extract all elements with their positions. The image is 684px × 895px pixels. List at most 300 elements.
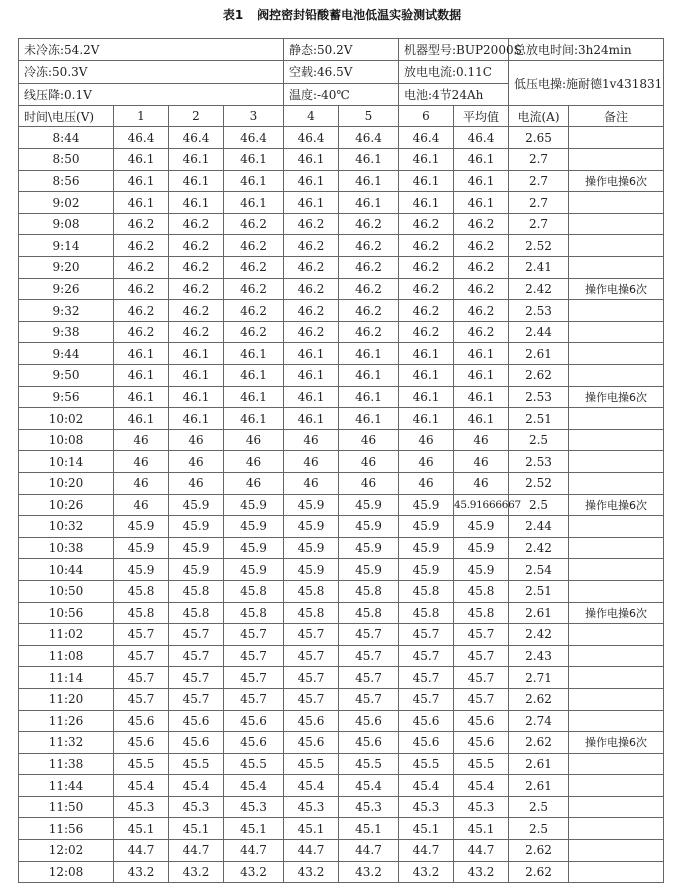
voltage-cell: 46.1 — [339, 408, 399, 430]
current-cell: 2.7 — [509, 170, 569, 192]
voltage-cell: 46.2 — [339, 321, 399, 343]
time-cell: 12:02 — [19, 840, 114, 862]
voltage-cell: 45.7 — [224, 624, 284, 646]
average-cell: 46 — [454, 451, 509, 473]
time-cell: 10:38 — [19, 537, 114, 559]
voltage-cell: 44.7 — [339, 840, 399, 862]
voltage-cell: 46.4 — [224, 127, 284, 149]
voltage-cell: 45.9 — [114, 516, 169, 538]
time-cell: 9:56 — [19, 386, 114, 408]
table-row — [19, 861, 664, 883]
voltage-cell: 46 — [339, 451, 399, 473]
voltage-cell: 46.1 — [169, 343, 224, 365]
voltage-cell: 43.2 — [339, 861, 399, 883]
voltage-cell: 46.2 — [284, 278, 339, 300]
current-cell: 2.62 — [509, 365, 569, 387]
note-cell — [569, 861, 664, 883]
table-row — [19, 365, 664, 387]
voltage-cell: 46.2 — [339, 278, 399, 300]
voltage-cell: 45.6 — [169, 710, 224, 732]
table-row — [19, 537, 664, 559]
voltage-cell: 45.5 — [399, 753, 454, 775]
time-cell: 11:20 — [19, 688, 114, 710]
voltage-cell: 45.9 — [339, 516, 399, 538]
voltage-cell: 45.7 — [339, 688, 399, 710]
voltage-cell: 46.2 — [284, 235, 339, 257]
voltage-cell: 46.1 — [284, 386, 339, 408]
time-cell: 12:08 — [19, 861, 114, 883]
voltage-cell: 46.2 — [114, 257, 169, 279]
voltage-cell: 45.7 — [224, 667, 284, 689]
average-cell: 46.1 — [454, 343, 509, 365]
table-row — [19, 602, 664, 624]
average-cell: 46.2 — [454, 321, 509, 343]
average-cell: 46.1 — [454, 170, 509, 192]
voltage-cell: 46.2 — [339, 257, 399, 279]
voltage-cell: 45.9 — [169, 494, 224, 516]
voltage-cell: 46.2 — [224, 235, 284, 257]
voltage-cell: 45.4 — [284, 775, 339, 797]
voltage-cell: 46.1 — [224, 343, 284, 365]
voltage-cell: 46.1 — [339, 365, 399, 387]
voltage-cell: 46.2 — [169, 235, 224, 257]
voltage-cell: 43.2 — [169, 861, 224, 883]
table-row — [19, 840, 664, 862]
voltage-cell: 46.2 — [339, 213, 399, 235]
voltage-cell: 46.2 — [114, 235, 169, 257]
voltage-cell: 45.5 — [339, 753, 399, 775]
voltage-cell: 45.9 — [169, 516, 224, 538]
column-header: 3 — [224, 105, 284, 127]
time-cell: 10:26 — [19, 494, 114, 516]
voltage-cell: 45.9 — [399, 537, 454, 559]
current-cell: 2.5 — [509, 796, 569, 818]
voltage-cell: 45.3 — [284, 796, 339, 818]
voltage-cell: 45.5 — [224, 753, 284, 775]
voltage-cell: 45.7 — [399, 688, 454, 710]
info-cell: 空载:46.5V — [284, 61, 399, 83]
voltage-cell: 44.7 — [399, 840, 454, 862]
voltage-cell: 46.1 — [399, 386, 454, 408]
average-cell: 46.2 — [454, 278, 509, 300]
voltage-cell: 45.7 — [169, 688, 224, 710]
time-cell: 8:50 — [19, 149, 114, 171]
voltage-cell: 45.6 — [339, 710, 399, 732]
average-cell: 45.7 — [454, 624, 509, 646]
voltage-cell: 46 — [399, 451, 454, 473]
voltage-cell: 46.1 — [284, 149, 339, 171]
voltage-cell: 45.3 — [339, 796, 399, 818]
voltage-cell: 46 — [284, 472, 339, 494]
voltage-cell: 45.7 — [284, 688, 339, 710]
voltage-cell: 46.2 — [284, 300, 339, 322]
table-header-row — [19, 105, 664, 127]
info-row — [19, 61, 664, 83]
table-row — [19, 343, 664, 365]
voltage-cell: 43.2 — [114, 861, 169, 883]
note-cell — [569, 257, 664, 279]
voltage-cell: 46 — [169, 429, 224, 451]
average-cell: 45.3 — [454, 796, 509, 818]
current-cell: 2.44 — [509, 321, 569, 343]
voltage-cell: 46.4 — [114, 127, 169, 149]
note-cell — [569, 775, 664, 797]
voltage-cell: 46.2 — [114, 213, 169, 235]
voltage-cell: 45.8 — [114, 602, 169, 624]
voltage-cell: 46.2 — [169, 213, 224, 235]
voltage-cell: 46 — [114, 494, 169, 516]
current-cell: 2.43 — [509, 645, 569, 667]
note-cell — [569, 645, 664, 667]
note-cell — [569, 516, 664, 538]
voltage-cell: 45.9 — [224, 559, 284, 581]
current-cell: 2.5 — [509, 818, 569, 840]
voltage-cell: 46 — [114, 472, 169, 494]
voltage-cell: 45.1 — [224, 818, 284, 840]
current-cell: 2.7 — [509, 149, 569, 171]
table-row — [19, 235, 664, 257]
note-cell — [569, 451, 664, 473]
table-row — [19, 300, 664, 322]
voltage-cell: 46.2 — [169, 300, 224, 322]
voltage-cell: 46.2 — [169, 257, 224, 279]
current-cell: 2.7 — [509, 192, 569, 214]
voltage-cell: 45.7 — [339, 624, 399, 646]
time-cell: 11:32 — [19, 732, 114, 754]
time-cell: 11:44 — [19, 775, 114, 797]
voltage-cell: 46 — [339, 429, 399, 451]
voltage-cell: 45.7 — [169, 645, 224, 667]
voltage-cell: 46.2 — [339, 235, 399, 257]
voltage-cell: 45.9 — [224, 516, 284, 538]
voltage-cell: 45.7 — [169, 667, 224, 689]
note-cell — [569, 840, 664, 862]
table-row — [19, 386, 664, 408]
voltage-cell: 46.1 — [114, 386, 169, 408]
note-cell: 操作电操6次 — [569, 732, 664, 754]
table-number: 表1 — [222, 8, 244, 22]
table-row — [19, 170, 664, 192]
voltage-cell: 45.1 — [169, 818, 224, 840]
voltage-cell: 45.7 — [399, 667, 454, 689]
voltage-cell: 46.1 — [114, 365, 169, 387]
info-row — [19, 39, 664, 61]
voltage-cell: 45.8 — [339, 602, 399, 624]
voltage-cell: 45.7 — [224, 688, 284, 710]
table-row — [19, 580, 664, 602]
average-cell: 45.1 — [454, 818, 509, 840]
low-voltage-info: 低压电操:施耐德1v431831 — [509, 61, 664, 106]
voltage-cell: 45.6 — [339, 732, 399, 754]
voltage-cell: 46.2 — [399, 278, 454, 300]
note-cell: 操作电操6次 — [569, 494, 664, 516]
table-row — [19, 753, 664, 775]
note-cell — [569, 408, 664, 430]
voltage-cell: 46.1 — [224, 192, 284, 214]
time-cell: 11:08 — [19, 645, 114, 667]
info-cell: 温度:-40℃ — [284, 83, 399, 105]
info-cell: 未冷冻:54.2V — [19, 39, 284, 61]
note-cell — [569, 343, 664, 365]
average-cell: 46 — [454, 472, 509, 494]
table-row — [19, 818, 664, 840]
voltage-cell: 46.1 — [224, 149, 284, 171]
column-header: 平均值 — [454, 105, 509, 127]
time-cell: 11:26 — [19, 710, 114, 732]
time-cell: 9:08 — [19, 213, 114, 235]
current-cell: 2.51 — [509, 408, 569, 430]
table-row — [19, 645, 664, 667]
voltage-cell: 45.9 — [399, 516, 454, 538]
note-cell — [569, 472, 664, 494]
voltage-cell: 45.9 — [114, 537, 169, 559]
time-cell: 9:32 — [19, 300, 114, 322]
current-cell: 2.61 — [509, 602, 569, 624]
average-cell: 46.1 — [454, 192, 509, 214]
voltage-cell: 45.7 — [284, 667, 339, 689]
table-row — [19, 429, 664, 451]
voltage-cell: 46.1 — [339, 149, 399, 171]
time-cell: 11:38 — [19, 753, 114, 775]
voltage-cell: 45.7 — [114, 667, 169, 689]
voltage-cell: 45.6 — [224, 732, 284, 754]
info-cell: 静态:50.2V — [284, 39, 399, 61]
voltage-cell: 46.1 — [114, 192, 169, 214]
voltage-cell: 45.9 — [224, 537, 284, 559]
time-cell: 9:20 — [19, 257, 114, 279]
column-header: 时间\电压(V) — [19, 105, 114, 127]
voltage-cell: 46.2 — [399, 321, 454, 343]
voltage-cell: 46.2 — [224, 213, 284, 235]
voltage-cell: 43.2 — [399, 861, 454, 883]
voltage-cell: 45.7 — [284, 645, 339, 667]
voltage-cell: 46.1 — [169, 149, 224, 171]
voltage-cell: 46 — [399, 429, 454, 451]
voltage-cell: 46.2 — [224, 321, 284, 343]
table-row — [19, 516, 664, 538]
average-cell: 45.5 — [454, 753, 509, 775]
voltage-cell: 46.1 — [169, 408, 224, 430]
voltage-cell: 45.7 — [169, 624, 224, 646]
voltage-cell: 46.2 — [169, 278, 224, 300]
voltage-cell: 46.1 — [169, 386, 224, 408]
voltage-cell: 45.9 — [399, 559, 454, 581]
current-cell: 2.5 — [509, 429, 569, 451]
voltage-cell: 45.8 — [169, 580, 224, 602]
voltage-cell: 45.7 — [114, 688, 169, 710]
voltage-cell: 45.3 — [114, 796, 169, 818]
info-cell: 线压降:0.1V — [19, 83, 284, 105]
voltage-cell: 46.1 — [114, 149, 169, 171]
voltage-cell: 45.8 — [224, 602, 284, 624]
voltage-cell: 46.2 — [114, 300, 169, 322]
column-header: 6 — [399, 105, 454, 127]
voltage-cell: 45.9 — [339, 537, 399, 559]
voltage-cell: 45.9 — [284, 559, 339, 581]
time-cell: 10:02 — [19, 408, 114, 430]
current-cell: 2.54 — [509, 559, 569, 581]
voltage-cell: 45.7 — [284, 624, 339, 646]
current-cell: 2.53 — [509, 300, 569, 322]
time-cell: 9:38 — [19, 321, 114, 343]
current-cell: 2.51 — [509, 580, 569, 602]
time-cell: 11:02 — [19, 624, 114, 646]
voltage-cell: 46 — [224, 472, 284, 494]
time-cell: 10:14 — [19, 451, 114, 473]
info-cell: 机器型号:BUP2000S — [399, 39, 509, 61]
voltage-cell: 46.1 — [399, 192, 454, 214]
average-cell: 45.7 — [454, 645, 509, 667]
average-cell: 45.8 — [454, 580, 509, 602]
voltage-cell: 46.2 — [284, 213, 339, 235]
voltage-cell: 44.7 — [224, 840, 284, 862]
table-row — [19, 127, 664, 149]
voltage-cell: 46.1 — [399, 343, 454, 365]
table-row — [19, 667, 664, 689]
column-header: 1 — [114, 105, 169, 127]
table-row — [19, 732, 664, 754]
voltage-cell: 46 — [114, 451, 169, 473]
voltage-cell: 45.4 — [339, 775, 399, 797]
voltage-cell: 45.9 — [399, 494, 454, 516]
voltage-cell: 45.7 — [114, 624, 169, 646]
voltage-cell: 46.1 — [114, 408, 169, 430]
note-cell — [569, 796, 664, 818]
info-cell: 电池:4节24Ah — [399, 83, 509, 105]
voltage-cell: 45.5 — [114, 753, 169, 775]
table-row — [19, 451, 664, 473]
voltage-cell: 46.1 — [284, 365, 339, 387]
table-row — [19, 408, 664, 430]
note-cell: 操作电操6次 — [569, 386, 664, 408]
current-cell: 2.5 — [509, 494, 569, 516]
note-cell: 操作电操6次 — [569, 278, 664, 300]
battery-test-table — [18, 38, 664, 883]
voltage-cell: 45.6 — [399, 710, 454, 732]
voltage-cell: 46.2 — [339, 300, 399, 322]
voltage-cell: 46.2 — [284, 257, 339, 279]
voltage-cell: 46.2 — [224, 257, 284, 279]
note-cell — [569, 127, 664, 149]
current-cell: 2.7 — [509, 213, 569, 235]
voltage-cell: 43.2 — [224, 861, 284, 883]
current-cell: 2.61 — [509, 775, 569, 797]
voltage-cell: 45.6 — [399, 732, 454, 754]
current-cell: 2.42 — [509, 624, 569, 646]
current-cell: 2.65 — [509, 127, 569, 149]
table-row — [19, 321, 664, 343]
note-cell — [569, 321, 664, 343]
average-cell: 45.9 — [454, 559, 509, 581]
average-cell: 46.2 — [454, 300, 509, 322]
average-cell: 45.6 — [454, 710, 509, 732]
voltage-cell: 45.1 — [284, 818, 339, 840]
voltage-cell: 45.4 — [399, 775, 454, 797]
table-row — [19, 192, 664, 214]
voltage-cell: 46.1 — [284, 192, 339, 214]
voltage-cell: 45.3 — [224, 796, 284, 818]
voltage-cell: 46.4 — [169, 127, 224, 149]
voltage-cell: 45.7 — [339, 667, 399, 689]
time-cell: 11:56 — [19, 818, 114, 840]
average-cell: 45.91666667 — [454, 494, 509, 516]
info-cell: 放电电流:0.11C — [399, 61, 509, 83]
voltage-cell: 44.7 — [114, 840, 169, 862]
voltage-cell: 46.1 — [339, 386, 399, 408]
voltage-cell: 46.1 — [114, 343, 169, 365]
voltage-cell: 45.3 — [169, 796, 224, 818]
table-row — [19, 278, 664, 300]
voltage-cell: 45.9 — [114, 559, 169, 581]
table-row — [19, 257, 664, 279]
average-cell: 45.7 — [454, 667, 509, 689]
voltage-cell: 46.1 — [224, 386, 284, 408]
voltage-cell: 46 — [284, 429, 339, 451]
average-cell: 46.4 — [454, 127, 509, 149]
voltage-cell: 45.6 — [284, 732, 339, 754]
time-cell: 9:02 — [19, 192, 114, 214]
voltage-cell: 46.2 — [399, 257, 454, 279]
voltage-cell: 46.1 — [284, 343, 339, 365]
average-cell: 43.2 — [454, 861, 509, 883]
table-row — [19, 796, 664, 818]
voltage-cell: 45.8 — [284, 580, 339, 602]
info-cell: 冷冻:50.3V — [19, 61, 284, 83]
voltage-cell: 46.1 — [399, 149, 454, 171]
voltage-cell: 45.7 — [114, 645, 169, 667]
voltage-cell: 46 — [224, 451, 284, 473]
voltage-cell: 46.2 — [399, 300, 454, 322]
time-cell: 10:44 — [19, 559, 114, 581]
voltage-cell: 45.9 — [339, 559, 399, 581]
info-cell: 总放电时间:3h24min — [509, 39, 664, 61]
note-cell — [569, 688, 664, 710]
voltage-cell: 45.8 — [399, 580, 454, 602]
voltage-cell: 46 — [169, 451, 224, 473]
note-cell — [569, 365, 664, 387]
note-cell — [569, 624, 664, 646]
voltage-cell: 46.2 — [114, 278, 169, 300]
table-row — [19, 559, 664, 581]
voltage-cell: 46.1 — [284, 170, 339, 192]
voltage-cell: 45.9 — [224, 494, 284, 516]
note-cell — [569, 192, 664, 214]
time-cell: 10:56 — [19, 602, 114, 624]
table-row — [19, 213, 664, 235]
time-cell: 11:50 — [19, 796, 114, 818]
table-row — [19, 710, 664, 732]
voltage-cell: 45.5 — [169, 753, 224, 775]
column-header: 备注 — [569, 105, 664, 127]
table-title: 阀控密封铅酸蓄电池低温实验测试数据 — [257, 8, 462, 22]
voltage-cell: 46.2 — [399, 213, 454, 235]
voltage-cell: 46.1 — [399, 170, 454, 192]
voltage-cell: 46.1 — [284, 408, 339, 430]
voltage-cell: 45.9 — [169, 537, 224, 559]
time-cell: 11:14 — [19, 667, 114, 689]
voltage-cell: 46 — [284, 451, 339, 473]
voltage-cell: 46.1 — [169, 170, 224, 192]
voltage-cell: 46.2 — [169, 321, 224, 343]
current-cell: 2.62 — [509, 688, 569, 710]
voltage-cell: 45.9 — [284, 494, 339, 516]
voltage-cell: 45.8 — [339, 580, 399, 602]
voltage-cell: 45.1 — [399, 818, 454, 840]
table-row — [19, 149, 664, 171]
voltage-cell: 45.4 — [169, 775, 224, 797]
current-cell: 2.61 — [509, 753, 569, 775]
table-row — [19, 472, 664, 494]
